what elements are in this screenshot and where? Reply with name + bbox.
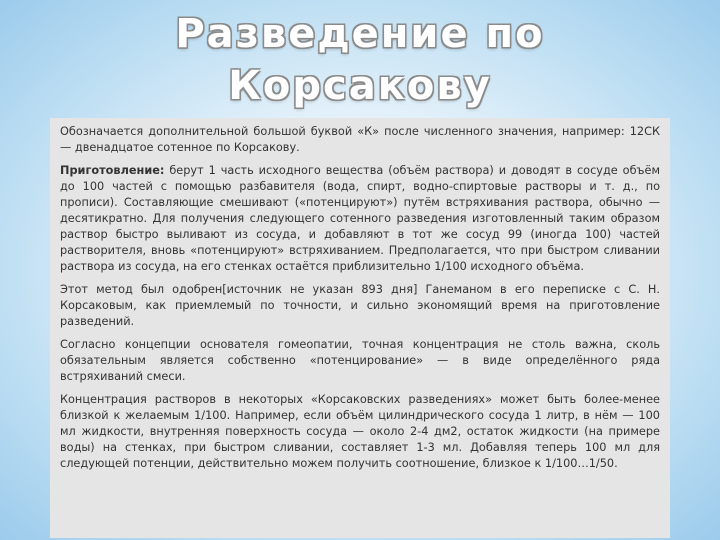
title-line-1: Разведение по	[175, 11, 545, 57]
paragraph-notation: Обозначается дополнительной большой буквой «К» после численного значения, например: 12СК — двенадцатое сотенное по Корсакову.	[60, 125, 660, 154]
paragraph-preparation	[60, 163, 660, 275]
paragraph-approval: Этот метод был одобрен[источник не указан 893 дня] Ганеманом в его переписке с С. Н. Корсаковым, как приемлемый по точности, и сильно экономящий время на приготовление разведений.	[60, 283, 660, 328]
title-line-2: Корсакову	[228, 63, 492, 109]
content-box	[50, 118, 670, 538]
preparation-text: берут 1 часть исходного вещества (объём раствора) и доводят в сосуде объём до 100 частей с помощью разбавителя (вода, спирт, водно-спиртовые растворы и т. д., по прописи). Составляющие смешивают («потенцируют») путём встряхивания раствора, обычно — десятикратно. Для получения следующего сотенного разведения изготовленный таким образом раствор быстро выливают из сосуда, и добавляют в тот же сосуд 99 (иногда 100) частей растворителя, вновь «потенцируют» встряхиванием. Предполагается, что при быстром сливании раствора из сосуда, на его стенках остаётся приблизительно 1/100 исходного объёма.	[60, 164, 660, 273]
slide-title	[60, 8, 660, 112]
paragraph-concept: Согласно концепции основателя гомеопатии, точная концентрация не столь важна, сколь обязательным является собственно «потенцирование» — в виде определённого ряда встряхиваний смеси.	[60, 338, 660, 383]
preparation-label: Приготовление:	[60, 164, 165, 177]
paragraph-concentration: Концентрация растворов в некоторых «Корсаковских разведениях» может быть более-менее близкой к желаемым 1/100. Например, если объём цилиндрического сосуда 1 литр, в нём — 100 мл жидкости, внутренняя поверхность сосуда — около 2-4 дм2, остаток жидкости (на примере воды) на стенках, при быстром сливании, составляет 1-3 мл. Добавляя теперь 100 мл для следующей потенции, действительно можем получить соотношение, близкое к 1/100…1/50.	[60, 393, 660, 470]
